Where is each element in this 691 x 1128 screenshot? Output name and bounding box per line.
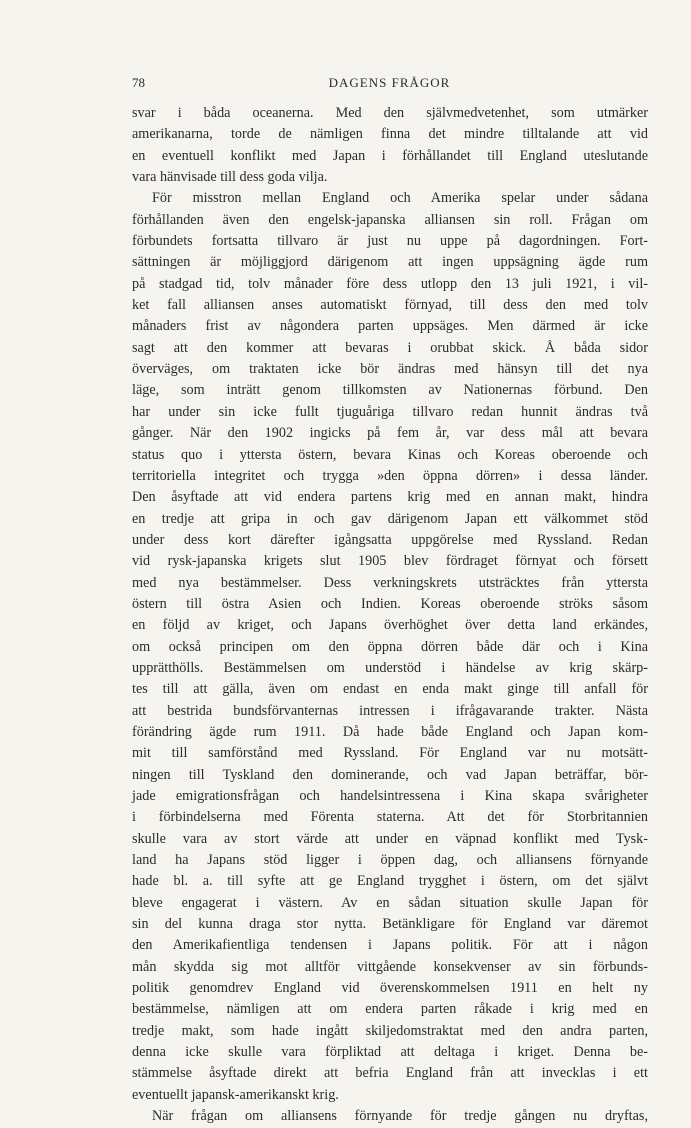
text-line: bleve engagerat i västern. Av en sådan situation skulle Japan för	[132, 894, 648, 911]
text-line: svar i båda oceanerna. Med den självmedvetenhet, som utmärker	[132, 105, 648, 121]
text-line: om också principen om den öppna dörren både där och i Kina	[132, 638, 648, 655]
page-header	[132, 75, 647, 95]
text-line: vid rysk-japanska krigets slut 1905 blev fördraget förnyat och försett	[132, 553, 648, 570]
text-line: den Amerikafientliga tendensen i Japans politik. För att i någon	[132, 937, 648, 954]
text-line: För misstron mellan England och Amerika spelar under sådana	[152, 190, 648, 207]
text-line: i förbindelserna med Förenta staterna. Att det för Storbritannien	[132, 809, 648, 826]
text-line: territoriella integritet och trygga »den öppna dörren» i dessa länder.	[132, 467, 648, 484]
text-line: denna icke skulle vara förpliktad att deltaga i kriget. Denna be-	[132, 1044, 648, 1061]
text-line: skulle vara av stort värde att under en väpnad konflikt med Tysk-	[132, 830, 648, 847]
text-line: har under sin icke fullt tjuguåriga tillvaro redan hunnit ändras två	[132, 403, 648, 420]
text-line: eventuellt japansk-amerikanskt krig.	[132, 1086, 339, 1103]
text-line: stämmelse åsyftade direkt att befria England från att invecklas i ett	[132, 1065, 648, 1082]
text-line: med nya bestämmelser. Dess verkningskrets utsträcktes från yttersta	[132, 574, 648, 591]
text-line: mit till samförstånd med Ryssland. För England var nu motsätt-	[132, 745, 648, 762]
running-title: DAGENS FRÅGOR	[328, 75, 451, 90]
text-line: upprätthölls. Bestämmelsen om understöd i händelse av krig skärp-	[132, 659, 648, 676]
text-line: sättningen är möjliggjord därigenom att ingen uppsägning ägde rum	[132, 254, 648, 271]
text-line: ket fall alliansen anses automatiskt förnyad, till dess den med tolv	[132, 297, 648, 314]
page-number: 78	[132, 75, 145, 90]
text-line: bestämmelse, nämligen att om endera parten råkade i krig med en	[132, 1001, 648, 1018]
text-line: månaders frist av någondera parten uppsäges. Men därmed är icke	[132, 318, 648, 335]
text-line: amerikanarna, torde de nämligen finna det mindre tilltalande att vid	[132, 126, 648, 143]
text-line: vara hänvisade till dess goda vilja.	[132, 169, 328, 186]
text-line: tes till att gälla, även om endast en enda makt ginge till anfall för	[132, 681, 648, 698]
text-line: politik genomdrev England vid överenskommelsen 1911 en helt ny	[132, 980, 648, 997]
text-line: gånger. När den 1902 ingicks på fem år, var dess mål att bevara	[132, 425, 648, 442]
text-line: land ha Japans stöd ligger i öppen dag, och alliansens förnyande	[132, 852, 648, 869]
text-line: hade bl. a. till syfte att ge England trygghet i östern, om det självt	[132, 873, 648, 890]
body-text	[132, 103, 648, 1128]
text-line: läge, som inträtt genom tillkomsten av Nationernas förbund. Den	[132, 382, 648, 399]
text-line: När frågan om alliansens förnyande för tredje gången nu dryftas,	[152, 1108, 648, 1125]
text-line: under dess kort därefter igångsatta uppgörelse med Ryssland. Redan	[132, 531, 648, 548]
text-line: förhållanden även den engelsk-japanska alliansen sin roll. Frågan om	[132, 211, 648, 228]
text-line: sagt att den kommer att bevaras i orubbat skick. Å båda sidor	[132, 339, 648, 356]
text-line: status quo i yttersta östern, bevara Kinas och Koreas oberoende och	[132, 446, 648, 463]
text-line: överväges, om traktaten icke bör ändras med hänsyn till det nya	[132, 361, 648, 378]
text-line: på stadgad tid, tolv månader före dess utlopp den 13 juli 1921, i vil-	[132, 275, 648, 292]
text-line: östern till östra Asien och Indien. Koreas oberoende ströks såsom	[132, 595, 648, 612]
text-line: att bestrida bundsförvanternas intressen i ifrågavarande trakter. Nästa	[132, 702, 648, 719]
text-line: jade emigrationsfrågan och handelsintressena i Kina skapa svårigheter	[132, 788, 648, 804]
text-line: en eventuell konflikt med Japan i förhållandet till England uteslutande	[132, 147, 648, 164]
text-line: en följd av kriget, och Japans överhöghet över detta land erkändes,	[132, 617, 648, 634]
text-line: förändring ägde rum 1911. Då hade både England och Japan kom-	[132, 723, 648, 740]
text-line: mån skydda sig mot alltför vittgående konsekvenser av sin förbunds-	[132, 958, 648, 975]
text-line: en tredje att gripa in och gav därigenom Japan ett välkommet stöd	[132, 510, 648, 527]
text-line: tredje makt, som hade ingått skiljedomstraktat med den andra parten,	[132, 1022, 648, 1039]
text-line: sin del kunna draga stor nytta. Betänkligare för England var däremot	[132, 916, 648, 933]
text-line: Den åsyftade att vid endera partens krig med en annan makt, hindra	[132, 489, 648, 506]
text-line: ningen till Tyskland den dominerande, och vad Japan beträffar, bör-	[132, 766, 648, 783]
text-line: förbundets fortsatta tillvaro är just nu uppe på dagordningen. Fort-	[132, 233, 648, 250]
